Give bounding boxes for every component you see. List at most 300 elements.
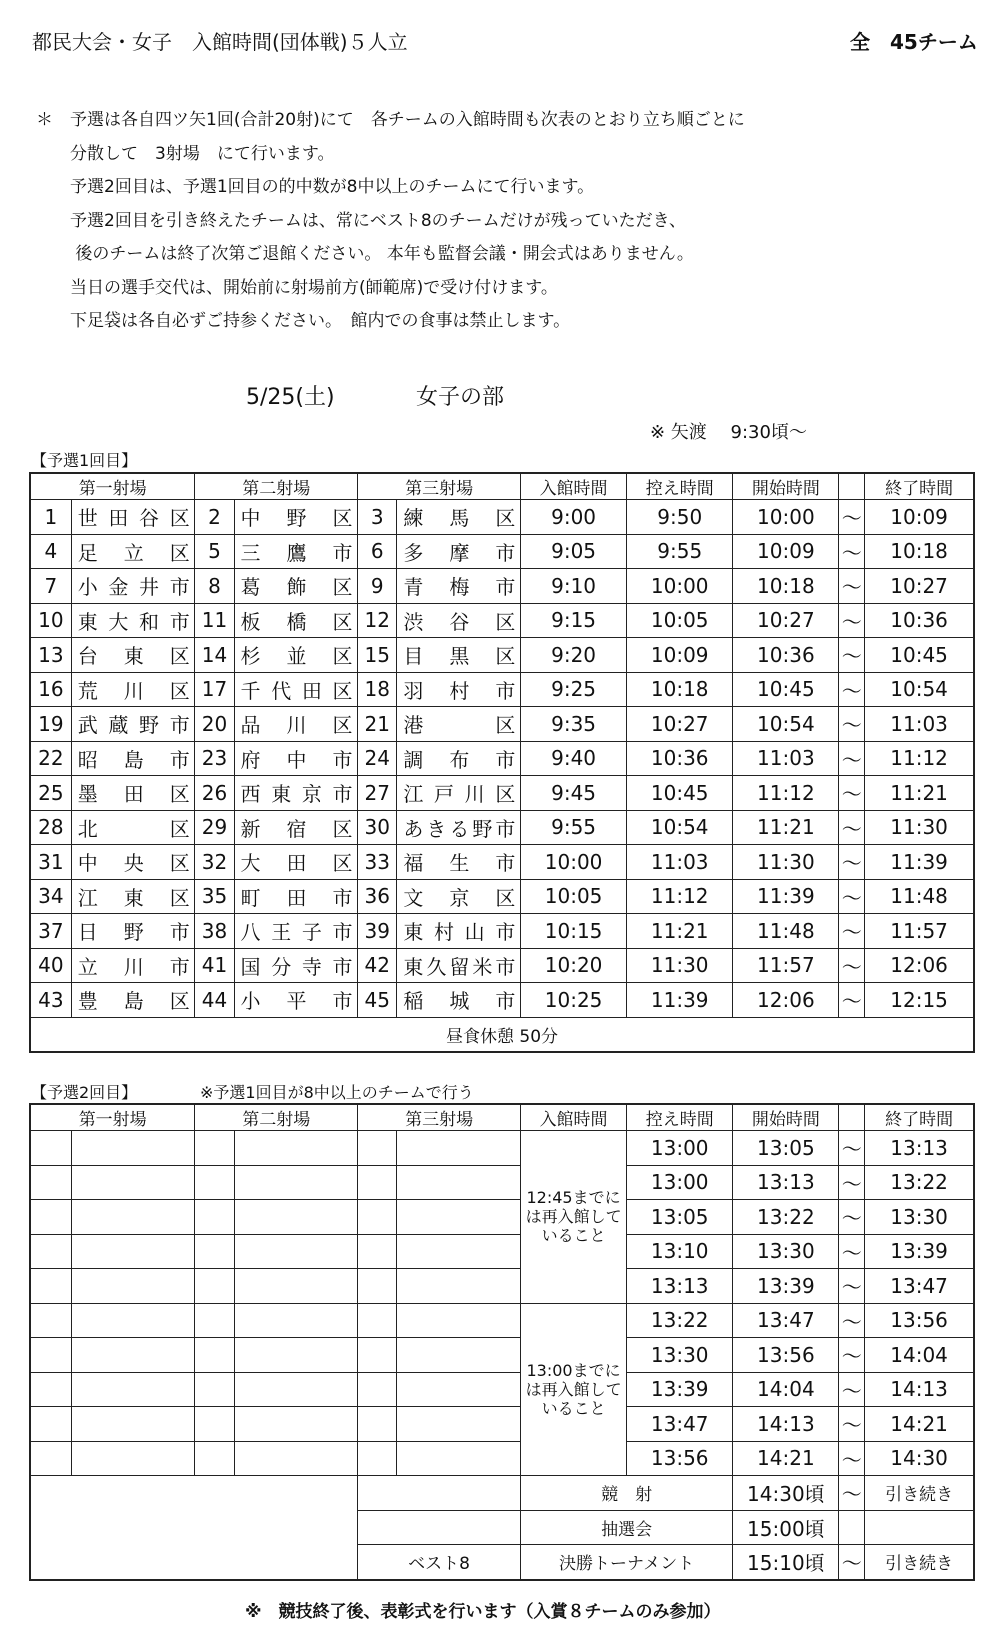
start-time: 14:21 <box>733 1441 839 1476</box>
rejoin-deadline: 13:00までには再入館していること <box>521 1303 627 1476</box>
table-row <box>30 569 974 604</box>
team-name: 大 田 区 <box>234 845 358 880</box>
empty-team-cell <box>71 1407 195 1442</box>
table-row <box>30 534 974 569</box>
range-tilde: ～ <box>839 879 865 914</box>
empty-team-cell <box>358 1407 397 1442</box>
empty-team-cell <box>397 1269 521 1304</box>
wait-time: 10:27 <box>627 707 733 742</box>
header-cell: 第二射場 <box>195 473 358 500</box>
wait-time: 13:47 <box>627 1407 733 1442</box>
team-name: 福 生 市 <box>397 845 521 880</box>
yawatari-note: ※ 矢渡 9:30頃～ <box>650 422 807 443</box>
team-number: 16 <box>30 672 71 707</box>
team-number: 21 <box>358 707 397 742</box>
wait-time: 13:10 <box>627 1234 733 1269</box>
start-time: 10:36 <box>733 638 839 673</box>
range-tilde: ～ <box>839 1131 865 1166</box>
round1-table <box>29 472 975 1053</box>
empty-team-cell <box>30 1200 71 1235</box>
team-name: 三 鷹 市 <box>234 534 358 569</box>
header-cell: 開始時間 <box>733 1104 839 1131</box>
empty-team-cell <box>195 1372 234 1407</box>
event-end <box>865 1510 974 1545</box>
end-time: 10:09 <box>865 500 974 535</box>
team-number: 30 <box>358 810 397 845</box>
team-number: 24 <box>358 741 397 776</box>
range-tilde: ～ <box>839 1407 865 1442</box>
team-number: 31 <box>30 845 71 880</box>
team-name: 葛 飾 区 <box>234 569 358 604</box>
team-number: 9 <box>358 569 397 604</box>
team-number: 27 <box>358 776 397 811</box>
header-cell <box>839 473 865 500</box>
end-time: 11:48 <box>865 879 974 914</box>
table-row <box>30 1234 974 1269</box>
table-row <box>30 741 974 776</box>
empty-team-cell <box>234 1200 358 1235</box>
team-number: 3 <box>358 500 397 535</box>
empty-team-cell <box>358 1372 397 1407</box>
table-row <box>30 810 974 845</box>
empty-team-cell <box>30 1303 71 1338</box>
empty-team-cell <box>30 1407 71 1442</box>
start-time: 13:39 <box>733 1269 839 1304</box>
start-time: 11:39 <box>733 879 839 914</box>
team-name: 板 橋 区 <box>234 603 358 638</box>
range-tilde: ～ <box>839 983 865 1018</box>
range-tilde: ～ <box>839 1234 865 1269</box>
header-cell: 第二射場 <box>195 1104 358 1131</box>
empty-team-cell <box>358 1200 397 1235</box>
empty-team-cell <box>234 1165 358 1200</box>
team-number: 28 <box>30 810 71 845</box>
header-cell: 第三射場 <box>358 473 521 500</box>
range-tilde: ～ <box>839 914 865 949</box>
empty-team-cell <box>71 1372 195 1407</box>
end-time: 10:18 <box>865 534 974 569</box>
end-time: 11:03 <box>865 707 974 742</box>
empty-team-cell <box>397 1131 521 1166</box>
wait-time: 11:03 <box>627 845 733 880</box>
team-number: 19 <box>30 707 71 742</box>
header-cell: 第三射場 <box>358 1104 521 1131</box>
team-number: 41 <box>195 948 234 983</box>
empty-team-cell <box>195 1165 234 1200</box>
end-time: 13:56 <box>865 1303 974 1338</box>
table-row <box>30 672 974 707</box>
team-name: 東 村 山 市 <box>397 914 521 949</box>
table-row <box>30 914 974 949</box>
team-number: 32 <box>195 845 234 880</box>
table-row <box>30 1338 974 1373</box>
team-number: 44 <box>195 983 234 1018</box>
empty-team-cell <box>234 1303 358 1338</box>
team-number: 6 <box>358 534 397 569</box>
start-time: 13:13 <box>733 1165 839 1200</box>
stage-label: ベスト8 <box>358 1545 521 1580</box>
note-line: 予選2回目を引き終えたチームは、常にベスト8のチームだけが残っていただき、 <box>36 210 686 231</box>
entry-time: 10:00 <box>521 845 627 880</box>
end-time: 11:21 <box>865 776 974 811</box>
start-time: 13:05 <box>733 1131 839 1166</box>
team-number: 5 <box>195 534 234 569</box>
team-name: 豊 島 区 <box>71 983 195 1018</box>
range-tilde: ～ <box>839 1545 865 1580</box>
blank-cell <box>30 1510 358 1545</box>
range-tilde: ～ <box>839 948 865 983</box>
wait-time: 13:00 <box>627 1131 733 1166</box>
table-row <box>30 1372 974 1407</box>
note-line: 下足袋は各自必ずご持参ください。 館内での食事は禁止します。 <box>36 311 571 331</box>
team-name: 品 川 区 <box>234 707 358 742</box>
blank-cell <box>30 1476 358 1511</box>
start-time: 11:57 <box>733 948 839 983</box>
rejoin-deadline: 12:45までには再入館していること <box>521 1131 627 1304</box>
stage-label <box>358 1476 521 1511</box>
start-time: 10:00 <box>733 500 839 535</box>
table-row <box>30 1303 974 1338</box>
wait-time: 10:05 <box>627 603 733 638</box>
note-line: ＊ 予選は各自四ツ矢1回(合計20射)にて 各チームの入館時間も次表のとおり立ち順ごとに <box>36 110 745 130</box>
team-name: 足 立 区 <box>71 534 195 569</box>
empty-team-cell <box>195 1234 234 1269</box>
range-tilde: ～ <box>839 845 865 880</box>
empty-team-cell <box>195 1303 234 1338</box>
empty-team-cell <box>397 1303 521 1338</box>
team-number: 37 <box>30 914 71 949</box>
wait-time: 13:13 <box>627 1269 733 1304</box>
team-name: 新 宿 区 <box>234 810 358 845</box>
wait-time: 10:36 <box>627 741 733 776</box>
start-time: 11:12 <box>733 776 839 811</box>
round2-label: 【予選2回目】 <box>31 1083 138 1102</box>
event-date: 5/25(土) <box>246 385 335 410</box>
start-time: 11:03 <box>733 741 839 776</box>
wait-time: 13:00 <box>627 1165 733 1200</box>
round2-note: ※予選1回目が8中以上のチームで行う <box>200 1083 474 1102</box>
empty-team-cell <box>30 1269 71 1304</box>
empty-team-cell <box>234 1372 358 1407</box>
wait-time: 9:55 <box>627 534 733 569</box>
range-tilde: ～ <box>839 1338 865 1373</box>
empty-team-cell <box>397 1441 521 1476</box>
end-time: 10:27 <box>865 569 974 604</box>
header-cell <box>839 1104 865 1131</box>
team-name: 墨 田 区 <box>71 776 195 811</box>
end-time: 13:39 <box>865 1234 974 1269</box>
notes-block <box>36 104 745 339</box>
event-name: 抽選会 <box>521 1510 733 1545</box>
team-number: 7 <box>30 569 71 604</box>
empty-team-cell <box>71 1234 195 1269</box>
empty-team-cell <box>397 1338 521 1373</box>
end-time: 14:13 <box>865 1372 974 1407</box>
empty-team-cell <box>397 1234 521 1269</box>
blank-cell <box>30 1545 358 1580</box>
event-time: 15:10頃 <box>733 1545 839 1580</box>
empty-team-cell <box>71 1269 195 1304</box>
end-time: 11:39 <box>865 845 974 880</box>
start-time: 13:30 <box>733 1234 839 1269</box>
team-number: 12 <box>358 603 397 638</box>
empty-team-cell <box>358 1234 397 1269</box>
lunch-break: 昼食休憩 50分 <box>30 1017 974 1052</box>
team-number: 18 <box>358 672 397 707</box>
team-number: 43 <box>30 983 71 1018</box>
start-time: 13:47 <box>733 1303 839 1338</box>
team-name: 東 大 和 市 <box>71 603 195 638</box>
end-time: 11:57 <box>865 914 974 949</box>
team-number: 4 <box>30 534 71 569</box>
wait-time: 10:54 <box>627 810 733 845</box>
empty-team-cell <box>358 1131 397 1166</box>
team-name: 港 区 <box>397 707 521 742</box>
start-time: 11:21 <box>733 810 839 845</box>
event-time: 14:30頃 <box>733 1476 839 1511</box>
team-number: 15 <box>358 638 397 673</box>
header-cell: 終了時間 <box>865 1104 974 1131</box>
empty-team-cell <box>195 1407 234 1442</box>
table-row <box>30 1407 974 1442</box>
start-time: 13:22 <box>733 1200 839 1235</box>
table-row <box>30 707 974 742</box>
team-number: 38 <box>195 914 234 949</box>
team-name: 小 金 井 市 <box>71 569 195 604</box>
table-row <box>30 1200 974 1235</box>
team-number: 29 <box>195 810 234 845</box>
empty-team-cell <box>358 1441 397 1476</box>
empty-team-cell <box>30 1372 71 1407</box>
team-number: 34 <box>30 879 71 914</box>
team-name: 目 黒 区 <box>397 638 521 673</box>
end-time: 10:36 <box>865 603 974 638</box>
end-time: 14:04 <box>865 1338 974 1373</box>
start-time: 13:56 <box>733 1338 839 1373</box>
round2-table <box>29 1103 975 1581</box>
table-row <box>30 638 974 673</box>
table-row <box>30 776 974 811</box>
empty-team-cell <box>234 1131 358 1166</box>
entry-time: 9:20 <box>521 638 627 673</box>
team-number: 40 <box>30 948 71 983</box>
range-tilde: ～ <box>839 638 865 673</box>
table-row <box>30 603 974 638</box>
team-number: 8 <box>195 569 234 604</box>
range-tilde <box>839 1510 865 1545</box>
empty-team-cell <box>195 1441 234 1476</box>
header-cell: 開始時間 <box>733 473 839 500</box>
range-tilde: ～ <box>839 1441 865 1476</box>
range-tilde: ～ <box>839 1165 865 1200</box>
team-name: 多 摩 市 <box>397 534 521 569</box>
end-time: 13:47 <box>865 1269 974 1304</box>
team-name: 八 王 子 市 <box>234 914 358 949</box>
team-number: 11 <box>195 603 234 638</box>
table-row <box>30 1131 974 1166</box>
empty-team-cell <box>234 1338 358 1373</box>
note-line: 当日の選手交代は、開始前に射場前方(師範席)で受け付けます。 <box>36 277 558 298</box>
event-end: 引き続き <box>865 1545 974 1580</box>
empty-team-cell <box>30 1165 71 1200</box>
final-row <box>30 1476 974 1511</box>
final-row <box>30 1510 974 1545</box>
wait-time: 10:18 <box>627 672 733 707</box>
stage-label <box>358 1510 521 1545</box>
entry-time: 9:05 <box>521 534 627 569</box>
team-name: 青 梅 市 <box>397 569 521 604</box>
team-number: 35 <box>195 879 234 914</box>
empty-team-cell <box>30 1234 71 1269</box>
team-name: 中 野 区 <box>234 500 358 535</box>
empty-team-cell <box>71 1200 195 1235</box>
empty-team-cell <box>358 1338 397 1373</box>
start-time: 10:27 <box>733 603 839 638</box>
entry-time: 9:40 <box>521 741 627 776</box>
team-number: 36 <box>358 879 397 914</box>
empty-team-cell <box>30 1441 71 1476</box>
wait-time: 13:22 <box>627 1303 733 1338</box>
table-row <box>30 1269 974 1304</box>
range-tilde: ～ <box>839 1303 865 1338</box>
empty-team-cell <box>30 1338 71 1373</box>
range-tilde: ～ <box>839 672 865 707</box>
empty-team-cell <box>397 1165 521 1200</box>
empty-team-cell <box>30 1131 71 1166</box>
empty-team-cell <box>195 1338 234 1373</box>
wait-time: 13:56 <box>627 1441 733 1476</box>
round1-label: 【予選1回目】 <box>31 451 138 470</box>
section-title: 女子の部 <box>416 385 505 410</box>
entry-time: 9:00 <box>521 500 627 535</box>
entry-time: 9:25 <box>521 672 627 707</box>
empty-team-cell <box>71 1338 195 1373</box>
team-name: 羽 村 市 <box>397 672 521 707</box>
range-tilde: ～ <box>839 1372 865 1407</box>
empty-team-cell <box>234 1234 358 1269</box>
empty-team-cell <box>234 1269 358 1304</box>
start-time: 10:54 <box>733 707 839 742</box>
entry-time: 10:15 <box>521 914 627 949</box>
team-number: 42 <box>358 948 397 983</box>
start-time: 10:18 <box>733 569 839 604</box>
wait-time: 10:09 <box>627 638 733 673</box>
team-number: 25 <box>30 776 71 811</box>
note-line: 予選2回目は、予選1回目の的中数が8中以上のチームにて行います。 <box>36 177 595 197</box>
team-name: 千 代 田 区 <box>234 672 358 707</box>
entry-time: 9:55 <box>521 810 627 845</box>
wait-time: 10:45 <box>627 776 733 811</box>
entry-time: 10:05 <box>521 879 627 914</box>
page-title: 都民大会・女子 入館時間(団体戦)５人立 <box>32 30 408 54</box>
entry-time: 9:35 <box>521 707 627 742</box>
team-name: 江 東 区 <box>71 879 195 914</box>
team-name: 北 区 <box>71 810 195 845</box>
wait-time: 11:39 <box>627 983 733 1018</box>
empty-team-cell <box>358 1269 397 1304</box>
start-time: 14:13 <box>733 1407 839 1442</box>
team-number: 17 <box>195 672 234 707</box>
wait-time: 11:12 <box>627 879 733 914</box>
team-name: 府 中 市 <box>234 741 358 776</box>
range-tilde: ～ <box>839 534 865 569</box>
team-name: 国 分 寺 市 <box>234 948 358 983</box>
team-number: 23 <box>195 741 234 776</box>
end-time: 13:30 <box>865 1200 974 1235</box>
team-number: 14 <box>195 638 234 673</box>
empty-team-cell <box>71 1131 195 1166</box>
header-cell: 入館時間 <box>521 473 627 500</box>
entry-time: 10:20 <box>521 948 627 983</box>
wait-time: 11:21 <box>627 914 733 949</box>
empty-team-cell <box>397 1200 521 1235</box>
range-tilde: ～ <box>839 810 865 845</box>
team-number: 39 <box>358 914 397 949</box>
wait-time: 10:00 <box>627 569 733 604</box>
range-tilde: ～ <box>839 776 865 811</box>
empty-team-cell <box>71 1165 195 1200</box>
team-name: 文 京 区 <box>397 879 521 914</box>
team-name: 昭 島 市 <box>71 741 195 776</box>
start-time: 14:04 <box>733 1372 839 1407</box>
header-cell: 第一射場 <box>30 1104 195 1131</box>
wait-time: 13:30 <box>627 1338 733 1373</box>
table-row <box>30 1441 974 1476</box>
team-name: 杉 並 区 <box>234 638 358 673</box>
end-time: 11:12 <box>865 741 974 776</box>
wait-time: 13:05 <box>627 1200 733 1235</box>
range-tilde: ～ <box>839 500 865 535</box>
event-name: 決勝トーナメント <box>521 1545 733 1580</box>
start-time: 11:30 <box>733 845 839 880</box>
empty-team-cell <box>234 1407 358 1442</box>
range-tilde: ～ <box>839 707 865 742</box>
empty-team-cell <box>195 1269 234 1304</box>
header-cell: 入館時間 <box>521 1104 627 1131</box>
team-number: 10 <box>30 603 71 638</box>
event-end: 引き続き <box>865 1476 974 1511</box>
team-name: 町 田 市 <box>234 879 358 914</box>
header-cell: 第一射場 <box>30 473 195 500</box>
header-cell: 控え時間 <box>627 473 733 500</box>
team-name: 江 戸 川 区 <box>397 776 521 811</box>
team-number: 20 <box>195 707 234 742</box>
end-time: 12:15 <box>865 983 974 1018</box>
header-cell: 終了時間 <box>865 473 974 500</box>
entry-time: 9:45 <box>521 776 627 811</box>
range-tilde: ～ <box>839 1476 865 1511</box>
empty-team-cell <box>358 1165 397 1200</box>
team-number: 2 <box>195 500 234 535</box>
wait-time: 9:50 <box>627 500 733 535</box>
empty-team-cell <box>234 1441 358 1476</box>
team-name: 中 央 区 <box>71 845 195 880</box>
range-tilde: ～ <box>839 1269 865 1304</box>
wait-time: 11:30 <box>627 948 733 983</box>
start-time: 12:06 <box>733 983 839 1018</box>
header-cell: 控え時間 <box>627 1104 733 1131</box>
entry-time: 9:10 <box>521 569 627 604</box>
team-number: 26 <box>195 776 234 811</box>
empty-team-cell <box>71 1441 195 1476</box>
end-time: 10:54 <box>865 672 974 707</box>
team-name: 渋 谷 区 <box>397 603 521 638</box>
table-row <box>30 879 974 914</box>
team-name: 日 野 市 <box>71 914 195 949</box>
start-time: 10:45 <box>733 672 839 707</box>
wait-time: 13:39 <box>627 1372 733 1407</box>
team-name: 調 布 市 <box>397 741 521 776</box>
